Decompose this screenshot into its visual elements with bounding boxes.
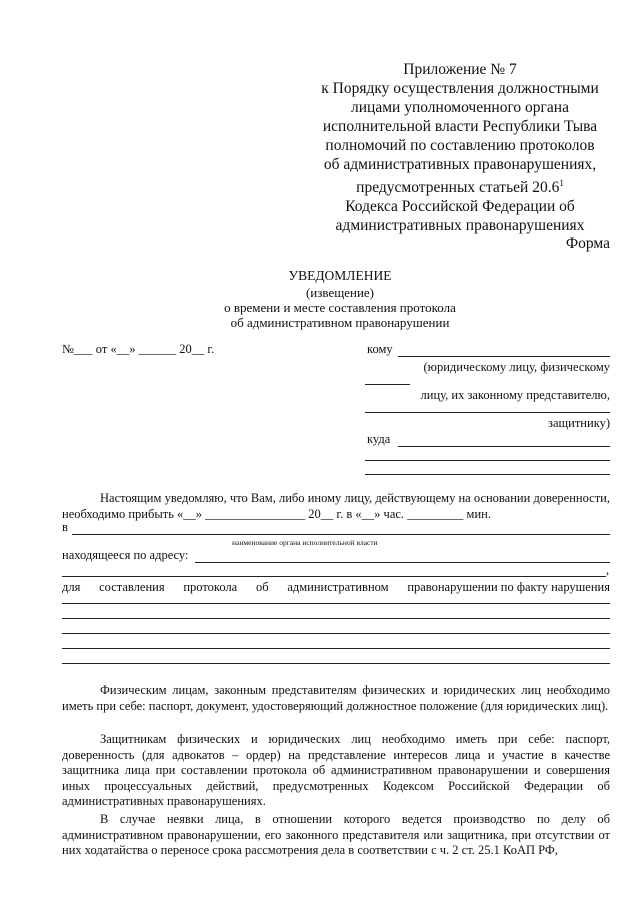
violation-line-4 (62, 648, 610, 649)
address-comma: , (606, 563, 610, 577)
appendix-line-9: административных правонарушениях (335, 217, 585, 235)
paragraph-absence: В случае неявки лица, в отношении которого ведется производство по делу об административном правонарушении, его законного представителя или защитника, при отсутствии от них ходатайства о переносе срока рассмотрения дела в соответствии с ч. 2 ст. 25.1 КоАП РФ, (62, 812, 610, 858)
purpose-word: протокола (183, 580, 238, 594)
doc-number-date: №___ от «__» ______ 20__ г. (62, 342, 215, 356)
to-hint-1: (юридическому лицу, физическому (423, 360, 610, 374)
form-label: Форма (565, 235, 610, 252)
where-label: куда (367, 432, 391, 446)
violation-line-2 (62, 618, 610, 619)
paragraph-individuals: Физическим лицам, законным представителям физических и юридических лиц необходимо иметь при себе: паспорт, документ, удостоверяющий должностное положение (для юридических лиц). (62, 683, 610, 713)
doc-title: УВЕДОМЛЕНИЕ (288, 268, 392, 283)
paragraph-defenders: Защитникам физических и юридических лиц необходимо иметь при себе: паспорт, доверенность (для адвокатов – ордер) на представление интересов лица и участие в качестве защитника лица при составлении протокола об административном правонарушении и совершения иных процессуальных действий, предусмотренных Кодексом Российской Федерации об административных правонарушениях. (62, 732, 610, 809)
violation-line-5 (62, 663, 610, 664)
to-hint-2: лицу, их законному представителю, (420, 388, 610, 402)
purpose-word: правонарушении по факту нарушения (407, 580, 610, 594)
address-line-2 (62, 576, 606, 577)
appendix-line-3: лицами уполномоченного органа (351, 99, 569, 116)
address-line-1 (195, 562, 610, 563)
org-hint: наименование органа исполнительной власти (232, 538, 378, 547)
in-label: в (62, 520, 68, 534)
to-line-1 (398, 356, 610, 357)
doc-subtitle-1: (извещение) (305, 285, 375, 300)
org-line (72, 534, 610, 535)
paragraph-arrival: Настоящим уведомляю, что Вам, либо иному лицу, действующему на основании доверенности, необходимо прибыть «__» ________________ 20__ г. в «__» час. _________ мин. (62, 491, 610, 521)
appendix-line-8: Кодекса Российской Федерации об (345, 198, 575, 216)
appendix-line-2: к Порядку осуществления должностными (321, 80, 599, 97)
where-line-2 (365, 460, 610, 461)
appendix-line-5: полномочий по составлению протоколов (325, 137, 595, 154)
where-line-3 (365, 474, 610, 475)
appendix-block (300, 60, 620, 235)
violation-line-1 (62, 603, 610, 604)
purpose-word: об (255, 580, 269, 594)
appendix-line-1: Приложение № 7 (403, 61, 517, 78)
to-label: кому (367, 342, 393, 356)
purpose-word: для (62, 580, 81, 594)
violation-line-3 (62, 633, 610, 634)
where-line-1 (398, 446, 610, 447)
doc-subtitle-3: об административном правонарушении (230, 315, 450, 330)
appendix-line-6: об административных правонарушениях, (323, 156, 597, 173)
to-hint-3: защитнику) (548, 416, 610, 430)
appendix-line-7: предусмотренных статьей 20.6$^1$ (356, 178, 564, 197)
to-line-3 (365, 412, 610, 413)
purpose-word: административном (287, 580, 389, 594)
to-line-2 (365, 384, 410, 385)
appendix-line-4: исполнительной власти Республики Тыва (322, 118, 598, 135)
purpose-line (62, 580, 610, 595)
doc-subtitle-2: о времени и месте составления протокола (224, 300, 456, 315)
address-label: находящееся по адресу: (62, 548, 189, 562)
purpose-word: составления (99, 580, 165, 594)
